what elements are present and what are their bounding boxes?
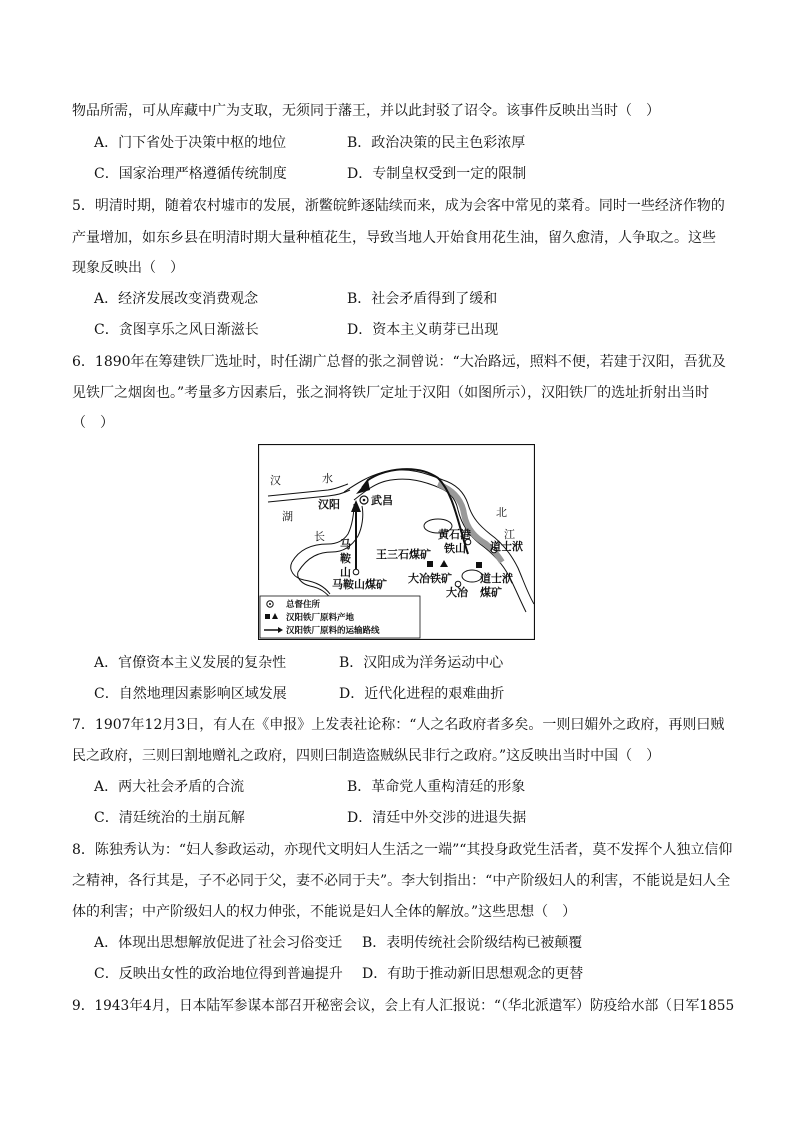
q7-option-d[interactable]: D．清廷中外交涉的进退失据	[347, 810, 527, 826]
daoshifu-coal-marker	[476, 562, 482, 568]
label-daoshifu-coal-2: 煤矿	[480, 586, 502, 599]
q6-stem-line-3: （ ）	[72, 415, 114, 431]
label-shan: 山	[340, 566, 351, 579]
label-daoshifu: 道士洑	[490, 540, 523, 553]
label-maanshan-mine: 马鞍山煤矿	[332, 578, 387, 591]
q4-option-b[interactable]: B．政治决策的民主色彩浓厚	[347, 135, 526, 151]
label-chang: 长	[314, 530, 325, 543]
q6-option-c[interactable]: C．自然地理因素影响区域发展	[94, 686, 287, 702]
legend-source-square	[265, 614, 270, 619]
label-han: 汉	[270, 474, 281, 487]
q9-stem-line-1: 9．1943年4月，日本陆军参谋本部召开秘密会议，会上有人汇报说：“（华北派遣军）防疫给水部（日军1855	[72, 998, 735, 1014]
q5-option-d[interactable]: D．资本主义萌芽已出现	[347, 322, 499, 338]
q8-option-d[interactable]: D．有助于推动新旧思想观念的更替	[362, 966, 584, 982]
q4-option-c[interactable]: C．国家治理严格遵循传统制度	[94, 166, 287, 182]
label-ma: 马	[340, 538, 351, 551]
q5-stem-line-3: 现象反映出（ ）	[72, 260, 184, 276]
label-hu: 湖	[282, 510, 293, 523]
label-hanyang: 汉阳	[318, 498, 340, 511]
q8-option-c[interactable]: C．反映出女性的政治地位得到普遍提升	[94, 966, 343, 982]
wangsanshi-mine-marker	[427, 561, 433, 567]
maanshan-marker	[353, 569, 359, 575]
map-svg	[258, 444, 535, 640]
label-wangsanshi-mine: 王三石煤矿	[376, 548, 431, 561]
q6-stem-line-1: 6．1890年在筹建铁厂选址时，时任湖广总督的张之洞曾说：“大冶路远，照料不便，若建于汉阳，吾犹及	[72, 354, 726, 370]
q8-stem-line-2: 之精神，各行其是，子不必同于父，妻不必同于夫”。李大钊指出：“中产阶级妇人的利害，不能说是妇人全	[72, 873, 731, 889]
q5-stem-line-1: 5．明清时期，随着农村墟市的发展，浙鳖皖鲊逐陆续而来，成为会客中常见的菜肴。同时一些经济作物的	[72, 198, 725, 214]
q6-option-d[interactable]: D．近代化进程的艰难曲折	[339, 686, 505, 702]
label-tieshan: 铁山	[444, 542, 466, 555]
q8-stem-line-3: 体的利害；中产阶级妇人的权力伸张，不能说是妇人全体的解放。”这些思想（ ）	[72, 904, 577, 920]
q5-option-c[interactable]: C．贪图享乐之风日渐滋长	[94, 322, 259, 338]
q5-option-a[interactable]: A．经济发展改变消费观念	[94, 291, 259, 307]
label-daoshifu-coal-1: 道士洑	[480, 572, 513, 585]
legend-route-label: 汉阳铁厂原料的运输路线	[286, 626, 380, 636]
label-daye: 大冶	[446, 586, 468, 599]
legend-residence-dot	[269, 603, 271, 605]
q7-option-c[interactable]: C．清廷统治的土崩瓦解	[94, 810, 245, 826]
q8-stem-line-1: 8．陈独秀认为：“妇人参政运动，亦现代文明妇人生活之一端”“其投身政党生活者，莫不发挥个人独立信仰	[72, 842, 733, 858]
label-huangshigang: 黄石港	[438, 528, 471, 541]
q5-option-b[interactable]: B．社会矛盾得到了缓和	[347, 291, 498, 307]
q8-option-b[interactable]: B．表明传统社会阶级结构已被颠覆	[362, 935, 583, 951]
q7-option-b[interactable]: B．革命党人重构清廷的形象	[347, 779, 526, 795]
q6-stem-line-2: 见铁厂之烟囱也。”考量多方因素后，张之洞将铁厂定址于汉阳（如图所示），汉阳铁厂的选址折射出当时	[72, 385, 710, 401]
hanyang-ironworks-map	[258, 444, 535, 640]
q4-stem-line: 物品所需，可从库藏中广为支取，无须同于藩王，并以此封驳了诏令。该事件反映出当时（ ）	[72, 103, 660, 119]
q4-option-d[interactable]: D．专制皇权受到一定的限制	[347, 166, 527, 182]
q6-option-a[interactable]: A．官僚资本主义发展的复杂性	[94, 655, 287, 671]
q8-option-a[interactable]: A．体现出思想解放促进了社会习俗变迁	[94, 935, 343, 951]
label-jiang: 江	[504, 528, 515, 541]
label-bei: 北	[496, 506, 507, 519]
governor-residence-dot	[363, 499, 366, 502]
q7-option-a[interactable]: A．两大社会矛盾的合流	[94, 779, 245, 795]
legend-source-label: 汉阳铁厂原料产地	[286, 613, 355, 623]
legend-residence-label: 总督住所	[286, 600, 321, 610]
q6-option-b[interactable]: B．汉阳成为洋务运动中心	[339, 655, 504, 671]
q5-stem-line-2: 产量增加，如东乡县在明清时期大量种植花生，导致当地人开始食用花生油，留久愈清，人争取之。这些	[72, 230, 716, 246]
q4-option-a[interactable]: A．门下省处于决策中枢的地位	[94, 135, 287, 151]
q7-stem-line-1: 7．1907年12月3日，有人在《申报》上发表社论称：“人之名政府者多矣。一则曰媚外之政府，再则曰贼	[72, 717, 725, 733]
label-shui: 水	[322, 472, 333, 485]
label-wuchang: 武昌	[371, 494, 393, 507]
q7-stem-line-2: 民之政府，三则曰割地赠礼之政府，四则曰制造盗贼纵民非行之政府。”这反映出当时中国（ ）	[72, 748, 661, 764]
label-an: 鞍	[340, 552, 351, 565]
label-daye-iron-mine: 大冶铁矿	[408, 572, 452, 585]
